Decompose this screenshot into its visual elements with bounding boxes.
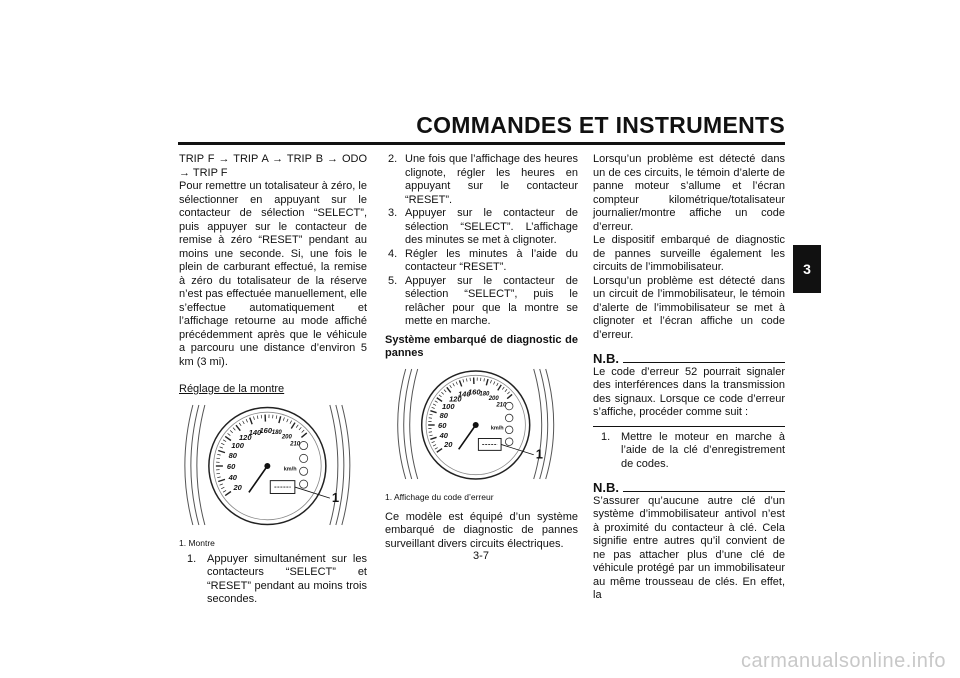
gauge-tick-label: 100	[231, 440, 244, 450]
housing-line	[330, 405, 338, 525]
note-title: N.B.	[593, 481, 785, 495]
housing-line	[398, 369, 406, 479]
note-end-rule	[593, 426, 785, 427]
clock-steps-2	[385, 153, 578, 329]
speedometer-illustration	[385, 365, 578, 485]
step-item: 1. Appuyer simultanément sur les contacteurs “SELECT” et “RESET” pendant au moins trois secondes.	[187, 552, 367, 605]
housing-line	[534, 369, 542, 479]
gauge-tick-label: 80	[228, 450, 237, 460]
error-steps	[593, 431, 785, 472]
immobilizer-paragraph: Le dispositif embarqué de diagnostic de pannes surveille également les circuits de l’immobilisateur.	[593, 234, 785, 273]
page-header: COMMANDES ET INSTRUMENTS	[416, 112, 785, 138]
step-item: 2. Une fois que l’affichage des heures clignote, régler les heures en appuyant sur le contacteur “RESET”.	[388, 153, 578, 206]
callout-number: 1	[331, 489, 340, 505]
gauge-tick-label: 210	[496, 401, 507, 408]
gauge-tick-label: 140	[458, 389, 471, 399]
gauge-tick-label: 20	[444, 439, 453, 449]
gauge-tick-label: 140	[248, 427, 262, 437]
diagnostic-paragraph: Ce modèle est équipé d’un système embarqué de diagnostic de pannes surveillant divers circuits électriques.	[385, 510, 578, 550]
note-text: S’assurer qu’aucune autre clé d’un système d’immobilisateur antivol n’est à proximité du contacteur à clé. Cela signifie entre autres qu’il convient de ne pas attacher plus d’une clé de véhicule protégé par un immobilisateur au même trousseau de clés. En effet, la	[593, 494, 785, 601]
chapter-tab[interactable]: 3	[793, 245, 821, 293]
note-text: Le code d’erreur 52 pourrait signaler des interférences dans la transmission des signaux. Lorsque ce code d’erreur s’affiche, procéder comme suit :	[593, 365, 785, 418]
unit-badge: km/h	[490, 424, 504, 431]
housing-line	[342, 405, 350, 525]
clock-figure	[179, 401, 367, 551]
housing-line	[540, 369, 548, 479]
reset-paragraph: Pour remettre un totalisateur à zéro, le sélectionner en appuyant sur le contacteur de sélection “SELECT”, puis appuyer sur le contacteur de remise à zéro “RESET” pendant au moins une seconde. Si, une fois le plein de carburant effectué, la remise à zéro du totalisateur de la réserve n’est pas effectuée manuellement, elle s’effectue automatiquement et l’affichage retourne au mode affiché précédemment après que le véhicule a parcouru une distance d’environ 5 km (3 mi).	[179, 180, 367, 368]
note-title: N.B.	[593, 352, 785, 366]
error-paragraph: Lorsqu’un problème est détecté dans un de ces circuits, le témoin d’alerte de panne moteur s’allume et l’écran compteur kilométrique/totalisateur journalier/montre affiche un code d’erreur.	[593, 153, 785, 233]
lcd-display	[270, 480, 295, 493]
gauge-tick-label: 210	[290, 441, 301, 448]
step-item: 1. Mettre le moteur en marche à l’aide de la clé d’enregistrement de codes.	[601, 430, 785, 470]
housing-line	[404, 369, 412, 479]
page-number: 3-7	[473, 550, 489, 562]
step-item: 5. Appuyer sur le contacteur de sélection “SELECT”, puis le relâcher pour que la montre se mette en marche.	[388, 274, 578, 327]
gauge-tick-label: 160	[467, 387, 481, 397]
gauge-tick-label: 180	[271, 429, 282, 436]
column-1	[179, 153, 367, 607]
gauge-tick-label: 200	[281, 433, 292, 440]
gauge-tick-label: 120	[449, 393, 462, 403]
gauge-tick-label: 40	[228, 472, 237, 482]
housing-line	[191, 405, 199, 525]
gauge-tick-label: 180	[479, 391, 490, 398]
column-3	[593, 153, 785, 603]
error-code-figure	[385, 365, 578, 505]
needle-hub	[264, 463, 270, 469]
unit-badge: km/h	[283, 466, 297, 473]
gauge-tick-label: 80	[439, 410, 448, 420]
header-rule	[178, 142, 785, 145]
housing-line	[185, 405, 193, 525]
step-item: 4. Régler les minutes à l’aide du contacteur “RESET”.	[388, 247, 578, 273]
figure-caption: 1. Affichage du code d’erreur	[385, 492, 494, 502]
clock-section-title: Réglage de la montre	[179, 383, 285, 395]
diagnostic-heading: Système embarqué de diagnostic de pannes	[385, 333, 578, 359]
gauge-tick-label: 160	[259, 425, 273, 435]
housing-line	[410, 369, 418, 479]
gauge-tick-label: 40	[439, 430, 448, 440]
gauge-tick-label: 200	[488, 395, 499, 402]
gauge-tick-label: 60	[438, 420, 447, 430]
gauge-tick-label: 100	[442, 401, 455, 411]
immobilizer-error-paragraph: Lorsqu’un problème est détecté dans un circuit de l’immobilisateur, le témoin d’alerte de l’immobilisateur se met à clignoter et l’écran affiche un code d’erreur.	[593, 274, 785, 341]
gauge-tick-label: 20	[233, 482, 242, 492]
trip-sequence: TRIP F → TRIP A → TRIP B → ODO → TRIP F	[179, 153, 367, 179]
housing-line	[336, 405, 344, 525]
gauge-tick-label: 60	[226, 461, 236, 471]
clock-steps-1	[179, 553, 367, 607]
column-2	[385, 153, 578, 551]
gauge-tick-label: 120	[239, 432, 252, 442]
step-item: 3. Appuyer sur le contacteur de sélection “SELECT”. L’affichage des minutes se met à clignoter.	[388, 207, 578, 246]
housing-line	[546, 369, 554, 479]
watermark: carmanualsonline.info	[740, 650, 946, 672]
speedometer-illustration	[179, 401, 367, 531]
callout-number: 1	[535, 446, 543, 462]
needle-hub	[473, 422, 479, 428]
figure-caption: 1. Montre	[179, 538, 215, 548]
housing-line	[197, 405, 205, 525]
